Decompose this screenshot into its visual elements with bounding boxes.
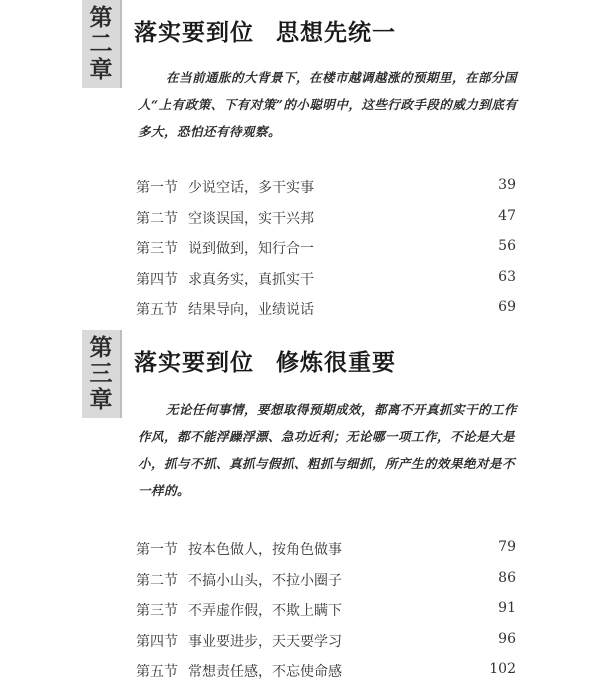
chapter-intro: 在当前通胀的大背景下，在楼市越调越涨的预期里，在部分国人“上有政策、下有对策”的小聪明中，这些行政手段的威力到底有多大，恐怕还有待观察。 [138, 70, 518, 139]
table-of-contents [136, 177, 516, 330]
section-title: 事业要进步，天天要学习 [188, 633, 342, 650]
chapter-title-part1: 落实要到位 [134, 349, 254, 376]
section-title: 说到做到，知行合一 [188, 241, 314, 257]
chapter-tab-char: 章 [89, 56, 113, 83]
toc-entry[interactable] [136, 661, 516, 692]
page-number: 96 [498, 630, 516, 647]
section-label: 第五节 [136, 302, 178, 318]
section-title: 求真务实，真抓实干 [188, 271, 314, 288]
section-label: 第二节 [136, 572, 178, 589]
page-number: 86 [498, 569, 516, 586]
section-label: 第一节 [136, 542, 178, 558]
chapter-tab-char: 二 [89, 30, 113, 57]
toc-entry[interactable] [136, 177, 516, 208]
section-title: 少说空话，多干实事 [188, 180, 314, 196]
toc-entry[interactable] [136, 631, 516, 662]
section-title: 不弄虚作假，不欺上瞒下 [188, 603, 342, 619]
section-label: 第三节 [136, 603, 178, 619]
chapter-tab [82, 330, 122, 418]
chapter-tab [82, 0, 122, 88]
section-label: 第三节 [136, 241, 178, 257]
section-title: 空谈误国，实干兴邦 [188, 210, 314, 227]
section-title: 结果导向，业绩说话 [188, 302, 314, 318]
section-label: 第二节 [136, 210, 178, 227]
toc-entry[interactable] [136, 208, 516, 239]
page-number: 79 [498, 539, 516, 555]
page-number: 63 [498, 268, 516, 285]
page-number: 102 [489, 661, 516, 677]
section-title: 常想责任感，不忘使命感 [188, 664, 342, 680]
chapter-tab-char: 第 [89, 334, 113, 361]
toc-entry[interactable] [136, 600, 516, 631]
chapter-title-part2: 修炼很重要 [276, 349, 396, 376]
toc-entry[interactable] [136, 539, 516, 570]
page-number: 39 [498, 177, 516, 193]
chapter-title [134, 344, 396, 377]
chapter-tab-char: 三 [89, 360, 113, 387]
page-number: 69 [498, 299, 516, 315]
section-label: 第五节 [136, 664, 178, 680]
page-number: 56 [498, 238, 516, 254]
section-label: 第四节 [136, 271, 178, 288]
chapter-intro: 无论任何事情，要想取得预期成效，都离不开真抓实干的工作作风，都不能浮躁浮漂、急功近利；无论哪一项工作，不论是大是小，抓与不抓、真抓与假抓、粗抓与细抓，所产生的效果绝对是不一样的。 [138, 402, 518, 498]
section-label: 第一节 [136, 180, 178, 196]
toc-entry[interactable] [136, 238, 516, 269]
chapter-tab-char: 第 [89, 4, 113, 31]
section-title: 按本色做人，按角色做事 [188, 542, 342, 558]
chapter-title [134, 14, 396, 47]
chapter-tab-char: 章 [89, 386, 113, 413]
table-of-contents [136, 539, 516, 692]
chapter-title-part2: 思想先统一 [276, 19, 396, 46]
section-title: 不搞小山头，不拉小圈子 [188, 572, 342, 589]
page-number: 91 [498, 600, 516, 616]
section-label: 第四节 [136, 633, 178, 650]
toc-entry[interactable] [136, 570, 516, 601]
page-number: 47 [498, 207, 516, 224]
chapter-title-part1: 落实要到位 [134, 19, 254, 46]
toc-entry[interactable] [136, 299, 516, 330]
toc-entry[interactable] [136, 269, 516, 300]
